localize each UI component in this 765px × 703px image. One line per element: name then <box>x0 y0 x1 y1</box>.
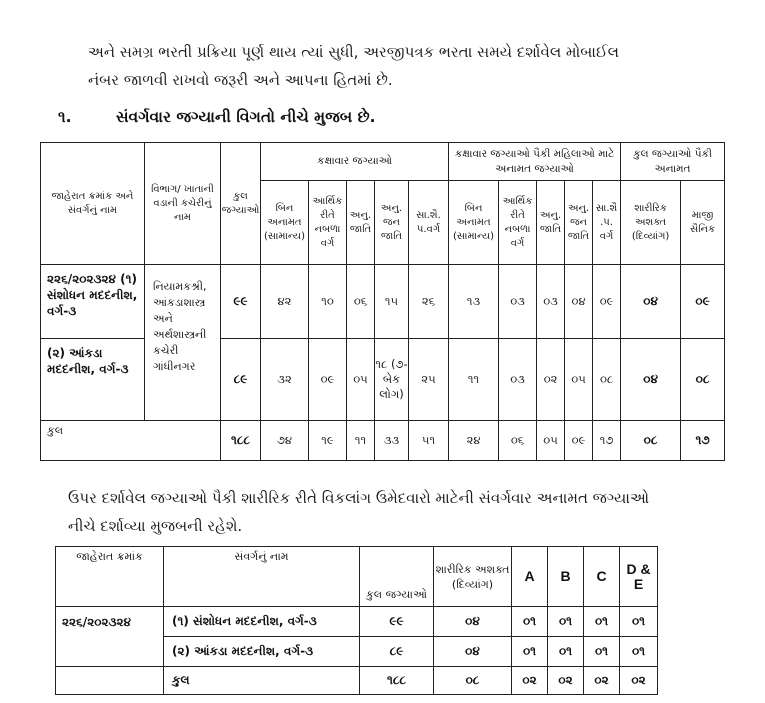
cell: ૧૦ <box>309 265 347 339</box>
cell: ૦૪ <box>434 637 512 667</box>
cell: ૧૯ <box>309 421 347 461</box>
header-de: D & E <box>620 547 658 607</box>
cell: ૧૫ <box>375 265 409 339</box>
cell: ૧૮૮ <box>360 667 434 695</box>
disability-reservation-table <box>55 546 658 695</box>
header-cat-sebc: સા.શૈ. પ.વર્ગ <box>409 181 449 265</box>
header-women-group: કક્ષાવાર જગ્યાઓ પૈકી મહિલાઓ માટે અનામત જગ્યાઓ <box>449 143 621 181</box>
cell: ૧૧ <box>449 339 499 421</box>
cell: ૨૬ <box>409 265 449 339</box>
cell: ૦૬ <box>499 421 537 461</box>
cell: ૦૧ <box>620 607 658 637</box>
header-advt-post: જાહેરાત ક્રમાંક અને સંવર્ગનું નામ <box>41 143 145 265</box>
cell: ૧૭ <box>593 421 621 461</box>
advt-number: ૨૨૬/૨૦૨૩૨૪ <box>56 607 164 667</box>
header-advt: જાહેરાત ક્રમાંક <box>56 547 164 607</box>
table-row <box>56 607 658 637</box>
cell: ૦૮ <box>434 667 512 695</box>
cell: ૧૧ <box>347 421 375 461</box>
header-cat-sc: અનુ. જાતિ <box>347 181 375 265</box>
total-posts: ૯૯ <box>221 265 261 339</box>
cell: ૭૪ <box>261 421 309 461</box>
posts-category-table <box>40 142 725 461</box>
cell: ૦૫ <box>537 421 565 461</box>
header-cat-st: અનુ. જન જાતિ <box>375 181 409 265</box>
total-label: કુલ <box>41 421 221 461</box>
cell: ૦૩ <box>537 265 565 339</box>
cell: ૦૯ <box>565 421 593 461</box>
intro-paragraph <box>88 38 728 94</box>
table-total-row <box>41 421 725 461</box>
cell: ૦૯ <box>593 265 621 339</box>
cell: ૦૧ <box>548 637 584 667</box>
total-label: કુલ <box>164 667 360 695</box>
header-total-posts: કુલ જગ્યાઓ <box>221 143 261 265</box>
cell: ૦૮ <box>621 421 681 461</box>
cell: ૪૨ <box>261 265 309 339</box>
cell: ૦૪ <box>621 339 681 421</box>
cell: ૨૪ <box>449 421 499 461</box>
cell: ૦૧ <box>548 607 584 637</box>
cell: ૦૪ <box>434 607 512 637</box>
cell: ૦૧ <box>584 637 620 667</box>
cell: ૦૨ <box>620 667 658 695</box>
cell: ૦૫ <box>565 339 593 421</box>
cell: ૦૯ <box>309 339 347 421</box>
cell: ૩૨ <box>261 339 309 421</box>
cell: ૦૮ <box>681 339 725 421</box>
cell: ૦૧ <box>584 607 620 637</box>
disability-paragraph <box>68 484 728 540</box>
header-wcat-st: અનુ. જન જાતિ <box>565 181 593 265</box>
header-b: B <box>548 547 584 607</box>
cell: ૩૩ <box>375 421 409 461</box>
table-row <box>41 339 725 421</box>
cell: ૦૨ <box>548 667 584 695</box>
cell: ૦૨ <box>584 667 620 695</box>
cell: ૧૩ <box>449 265 499 339</box>
section-number: ૧. <box>58 108 72 126</box>
section-heading <box>58 108 375 127</box>
header-wcat-general: બિન અનામત (સામાન્ય) <box>449 181 499 265</box>
header-wcat-sc: અનુ. જાતિ <box>537 181 565 265</box>
cell: ૦૪ <box>621 265 681 339</box>
cell: ૧૮ (૭-બેક લોગ) <box>375 339 409 421</box>
section-title: સંવર્ગવાર જગ્યાની વિગતો નીચે મુજબ છે. <box>116 108 376 126</box>
cell: ૮૯ <box>360 637 434 667</box>
header-disabled: શારીરિક અશક્ત (દિવ્યાંગ) <box>621 181 681 265</box>
cell: ૦૮ <box>593 339 621 421</box>
cell: ૦૧ <box>512 607 548 637</box>
cell: ૦૫ <box>347 339 375 421</box>
header-cat-general: બિન અનામત (સામાન્ય) <box>261 181 309 265</box>
header-a: A <box>512 547 548 607</box>
disability-line-1: ઉપર દર્શાવેલ જગ્યાઓ પૈકી શારીરિક રીતે વિકલાંગ ઉમેદવારો માટેની સંવર્ગવાર અનામત જગ્યાઓ <box>68 489 650 507</box>
cell: ૧૭ <box>681 421 725 461</box>
table-row <box>41 265 725 339</box>
header-ex-serviceman: માજી સૈનિક <box>681 181 725 265</box>
cell: ૦૩ <box>499 339 537 421</box>
department-name: નિયામકશ્રી, આંકડાશાસ્ત્ર અને અર્થશાસ્ત્રની કચેરી ગાંધીનગર <box>145 265 221 421</box>
grand-total: ૧૮૮ <box>221 421 261 461</box>
disability-line-2: નીચે દર્શાવ્યા મુજબની રહેશે. <box>68 517 243 535</box>
cell: ૯૯ <box>360 607 434 637</box>
post-name: (૧) સંશોધન મદદનીશ, વર્ગ-૩ <box>164 607 360 637</box>
cell: ૫૧ <box>409 421 449 461</box>
table-total-row <box>56 667 658 695</box>
header-cat-ews: આર્થિક રીતે નબળા વર્ગ <box>309 181 347 265</box>
intro-line-2: નંબર જાળવી રાખવો જરૂરી અને આપના હિતમાં છે. <box>88 71 393 89</box>
header-reserved-group: કુલ જગ્યાઓ પૈકી અનામત <box>621 143 725 181</box>
header-post: સંવર્ગનું નામ <box>164 547 360 607</box>
cell: ૦૬ <box>347 265 375 339</box>
cell: ૦૨ <box>537 339 565 421</box>
header-c: C <box>584 547 620 607</box>
intro-line-1: અને સમગ્ર ભરતી પ્રક્રિયા પૂર્ણ થાય ત્યાં સુધી, અરજીપત્રક ભરતા સમયે દર્શાવેલ મોબાઈલ <box>88 43 619 61</box>
header-wcat-sebc: સા.શૈ .પ. વર્ગ <box>593 181 621 265</box>
header-department: વિભાગ/ ખાતાની વડાની કચેરીનું નામ <box>145 143 221 265</box>
cell: ૦૪ <box>565 265 593 339</box>
header-disabled: શારીરિક અશક્ત (દિવ્યાંગ) <box>434 547 512 607</box>
cell: ૦૨ <box>512 667 548 695</box>
cell: ૦૯ <box>681 265 725 339</box>
cell: ૦૩ <box>499 265 537 339</box>
total-posts: ૮૯ <box>221 339 261 421</box>
header-total: કુલ જગ્યાઓ <box>360 547 434 607</box>
empty-cell <box>56 667 164 695</box>
post-name: ૨૨૬/૨૦૨૩૨૪ (૧) સંશોધન મદદનીશ, વર્ગ-૩ <box>41 265 145 339</box>
post-name: (૨) આંકડા મદદનીશ, વર્ગ-૩ <box>164 637 360 667</box>
header-wcat-ews: આર્થિક રીતે નબળા વર્ગ <box>499 181 537 265</box>
header-category-group: કક્ષાવાર જગ્યાઓ <box>261 143 449 181</box>
cell: ૨૫ <box>409 339 449 421</box>
post-name: (૨) આંકડા મદદનીશ, વર્ગ-૩ <box>41 339 145 421</box>
cell: ૦૧ <box>512 637 548 667</box>
cell: ૦૧ <box>620 637 658 667</box>
